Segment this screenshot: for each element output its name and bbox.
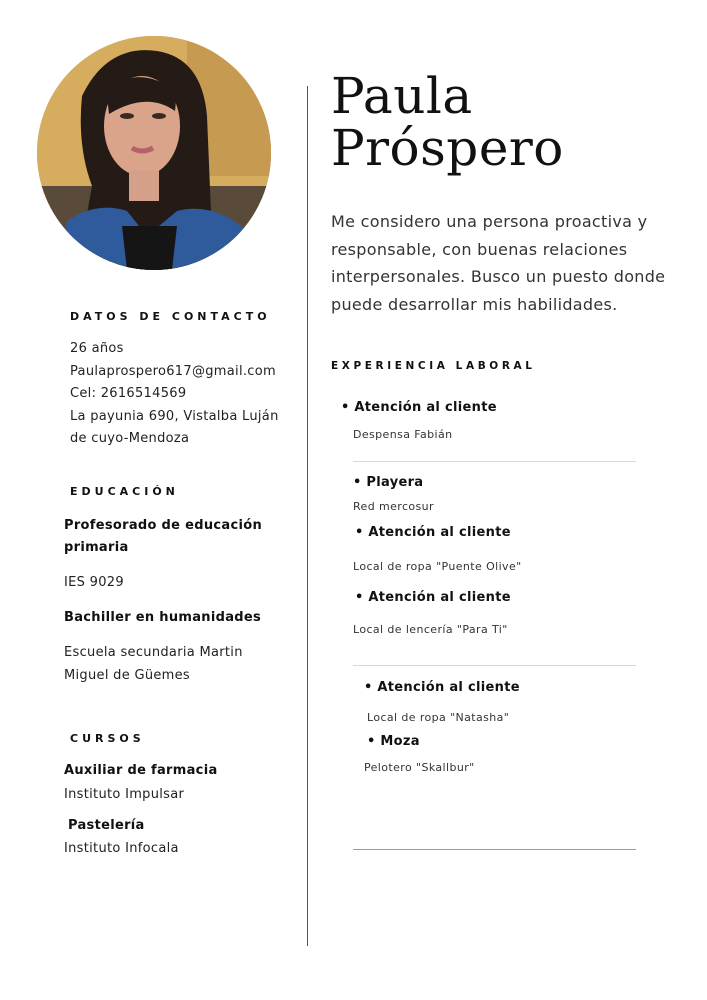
full-name bbox=[331, 67, 564, 177]
job-title-5: • Atención al cliente bbox=[364, 680, 520, 695]
job-place-1: Despensa Fabián bbox=[353, 428, 453, 441]
education-place-2-line1: Escuela secundaria Martin bbox=[64, 645, 243, 660]
contact-email: Paulaprospero617@gmail.com bbox=[70, 363, 276, 379]
last-name: Próspero bbox=[331, 119, 564, 177]
job-title-4: • Atención al cliente bbox=[355, 590, 511, 605]
first-name: Paula bbox=[331, 67, 473, 125]
job-place-3: Local de ropa "Puente Olive" bbox=[353, 560, 522, 573]
profile-summary: Me considero una persona proactiva y responsable, con buenas relaciones interpersonales. Busco un puesto donde puede desarrollar mis habilidades. bbox=[331, 212, 666, 314]
job-title-3: • Atención al cliente bbox=[355, 525, 511, 540]
job-place-5: Local de ropa "Natasha" bbox=[367, 711, 510, 724]
job-title-2: • Playera bbox=[353, 475, 424, 490]
contact-details bbox=[70, 338, 300, 451]
education-title-2: Bachiller en humanidades bbox=[64, 610, 262, 625]
experience-heading: EXPERIENCIA LABORAL bbox=[331, 360, 536, 372]
job-title-6: • Moza bbox=[367, 734, 420, 749]
divider-line bbox=[353, 849, 636, 850]
education-title-1-line1: Profesorado de educación bbox=[64, 518, 263, 533]
profile-photo bbox=[37, 36, 271, 270]
courses-heading: CURSOS bbox=[70, 732, 145, 745]
course-place-2: Instituto Infocala bbox=[64, 841, 179, 856]
divider-line bbox=[353, 461, 636, 462]
contact-phone: Cel: 2616514569 bbox=[70, 386, 187, 401]
contact-address-line2: de cuyo-Mendoza bbox=[70, 431, 190, 446]
column-divider bbox=[307, 86, 308, 946]
job-place-6: Pelotero "Skallbur" bbox=[364, 761, 475, 774]
course-title-2: Pastelería bbox=[68, 818, 145, 833]
course-place-1: Instituto Impulsar bbox=[64, 787, 185, 802]
education-place-2 bbox=[64, 642, 243, 687]
contact-age: 26 años bbox=[70, 341, 124, 356]
job-place-4: Local de lencería "Para Ti" bbox=[353, 623, 508, 636]
contact-heading: DATOS DE CONTACTO bbox=[70, 310, 271, 323]
profile-photo-illustration bbox=[37, 36, 271, 270]
course-title-1: Auxiliar de farmacia bbox=[64, 763, 218, 778]
job-place-2: Red mercosur bbox=[353, 500, 434, 513]
education-place-1: IES 9029 bbox=[64, 575, 124, 590]
education-title-1-line2: primaria bbox=[64, 540, 129, 555]
contact-address-line1: La payunia 690, Vistalba Luján bbox=[70, 408, 279, 424]
education-place-2-line2: Miguel de Güemes bbox=[64, 667, 190, 683]
job-title-1: • Atención al cliente bbox=[341, 400, 497, 415]
education-title-1 bbox=[64, 515, 262, 559]
divider-line bbox=[353, 665, 636, 666]
education-heading: EDUCACIÓN bbox=[70, 485, 179, 498]
